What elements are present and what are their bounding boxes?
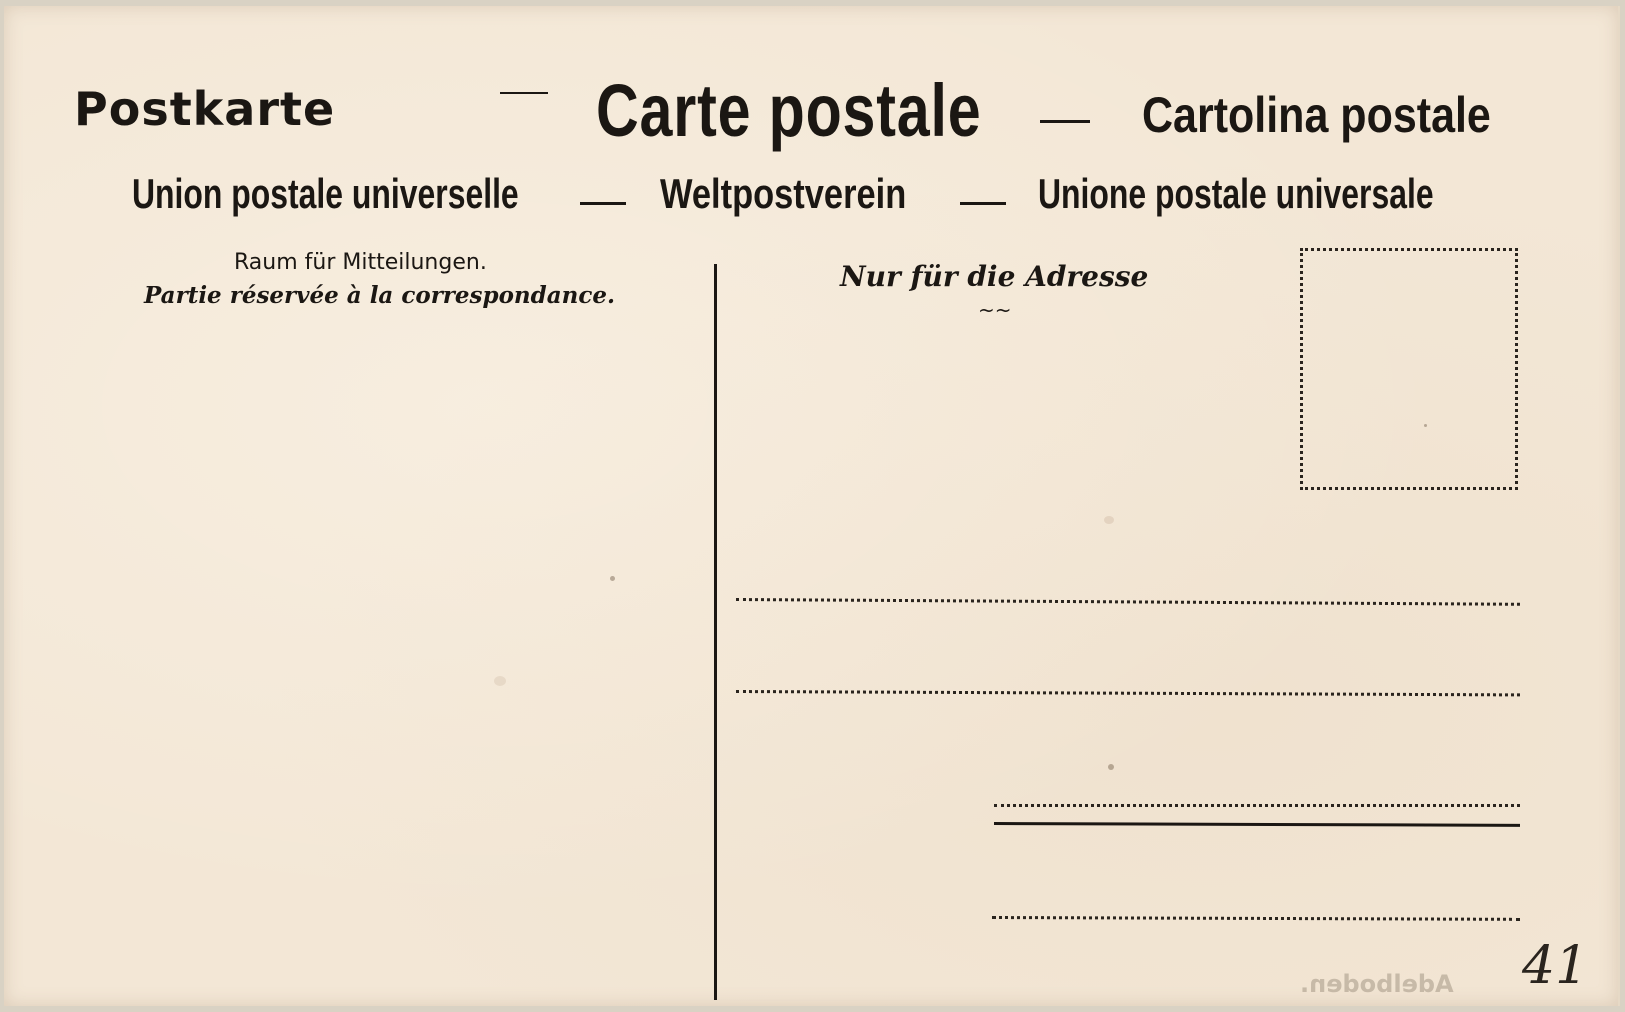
vertical-divider [714,264,717,1000]
title-separator-2 [1040,120,1090,123]
paper-speck [610,576,615,581]
address-line-solid [994,822,1520,827]
handwritten-number: 41 [1522,936,1589,996]
subtitle-separator-1 [580,202,626,205]
ornament-tilde: ~~ [978,298,1012,322]
address-line-3 [994,804,1520,807]
postcard-back [4,6,1620,1006]
address-area-label: Nur für die Adresse [840,260,1149,293]
message-area-label-fr: Partie réservée à la correspondance. [144,282,616,309]
address-line-2 [736,690,1520,696]
stamp-box [1300,248,1518,490]
title-carte-postale: Carte postale [596,69,982,152]
subtitle-weltpostverein: Weltpostverein [660,170,907,217]
paper-speck [494,676,506,686]
paper-speck [1424,424,1427,427]
address-line-4 [992,916,1520,921]
title-postkarte: Postkarte [74,82,336,136]
subtitle-separator-2 [960,202,1006,205]
title-cartolina-postale: Cartolina postale [1142,87,1491,143]
subtitle-union-postale-universelle: Union postale universelle [132,170,519,217]
title-separator-1 [500,92,548,94]
paper-speck [1104,516,1114,524]
address-line-1 [736,598,1520,606]
show-through-text: Adelboden. [1300,970,1454,998]
paper-speck [1108,764,1114,770]
subtitle-unione-postale-universale: Unione postale universale [1038,170,1434,217]
message-area-label-de: Raum für Mitteilungen. [234,250,487,275]
